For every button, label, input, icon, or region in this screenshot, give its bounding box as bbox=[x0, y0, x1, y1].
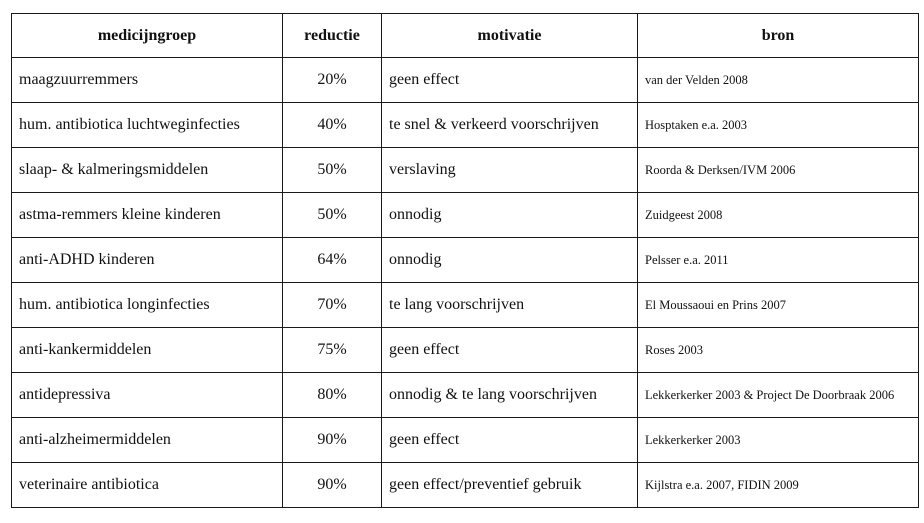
cell-reductie: 90% bbox=[283, 418, 382, 463]
cell-bron: Kijlstra e.a. 2007, FIDIN 2009 bbox=[638, 463, 919, 508]
cell-reductie: 75% bbox=[283, 328, 382, 373]
cell-bron: Roorda & Derksen/IVM 2006 bbox=[638, 148, 919, 193]
cell-medicijngroep: veterinaire antibiotica bbox=[12, 463, 283, 508]
table-row bbox=[12, 148, 919, 193]
table-row bbox=[12, 103, 919, 148]
cell-medicijngroep: slaap- & kalmeringsmiddelen bbox=[12, 148, 283, 193]
cell-medicijngroep: astma-remmers kleine kinderen bbox=[12, 193, 283, 238]
cell-medicijngroep: maagzuurremmers bbox=[12, 58, 283, 103]
cell-reductie: 20% bbox=[283, 58, 382, 103]
cell-motivatie: geen effect bbox=[382, 418, 638, 463]
medication-reduction-table bbox=[11, 13, 919, 508]
header-reductie: reductie bbox=[283, 14, 382, 58]
table-row bbox=[12, 418, 919, 463]
cell-motivatie: geen effect/preventief gebruik bbox=[382, 463, 638, 508]
cell-bron: Zuidgeest 2008 bbox=[638, 193, 919, 238]
cell-reductie: 50% bbox=[283, 148, 382, 193]
cell-motivatie: geen effect bbox=[382, 58, 638, 103]
table-row bbox=[12, 238, 919, 283]
table-row bbox=[12, 463, 919, 508]
cell-reductie: 64% bbox=[283, 238, 382, 283]
cell-medicijngroep: anti-ADHD kinderen bbox=[12, 238, 283, 283]
cell-bron: van der Velden 2008 bbox=[638, 58, 919, 103]
cell-medicijngroep: hum. antibiotica luchtweginfecties bbox=[12, 103, 283, 148]
table-row bbox=[12, 283, 919, 328]
cell-motivatie: onnodig bbox=[382, 238, 638, 283]
cell-motivatie: verslaving bbox=[382, 148, 638, 193]
cell-bron: El Moussaoui en Prins 2007 bbox=[638, 283, 919, 328]
cell-medicijngroep: hum. antibiotica longinfecties bbox=[12, 283, 283, 328]
cell-bron: Pelsser e.a. 2011 bbox=[638, 238, 919, 283]
cell-motivatie: onnodig bbox=[382, 193, 638, 238]
cell-reductie: 40% bbox=[283, 103, 382, 148]
cell-reductie: 80% bbox=[283, 373, 382, 418]
cell-medicijngroep: anti-kankermiddelen bbox=[12, 328, 283, 373]
cell-medicijngroep: antidepressiva bbox=[12, 373, 283, 418]
cell-motivatie: geen effect bbox=[382, 328, 638, 373]
table-row bbox=[12, 58, 919, 103]
cell-bron: Hosptaken e.a. 2003 bbox=[638, 103, 919, 148]
header-motivatie: motivatie bbox=[382, 14, 638, 58]
table-header-row bbox=[12, 14, 919, 58]
header-bron: bron bbox=[638, 14, 919, 58]
cell-bron: Lekkerkerker 2003 bbox=[638, 418, 919, 463]
cell-bron: Lekkerkerker 2003 & Project De Doorbraak 2006 bbox=[638, 373, 919, 418]
cell-reductie: 50% bbox=[283, 193, 382, 238]
header-medicijngroep: medicijngroep bbox=[12, 14, 283, 58]
cell-motivatie: te snel & verkeerd voorschrijven bbox=[382, 103, 638, 148]
cell-bron: Roses 2003 bbox=[638, 328, 919, 373]
table-row bbox=[12, 193, 919, 238]
cell-motivatie: onnodig & te lang voorschrijven bbox=[382, 373, 638, 418]
table-row bbox=[12, 328, 919, 373]
cell-reductie: 90% bbox=[283, 463, 382, 508]
cell-reductie: 70% bbox=[283, 283, 382, 328]
table-row bbox=[12, 373, 919, 418]
cell-medicijngroep: anti-alzheimermiddelen bbox=[12, 418, 283, 463]
cell-motivatie: te lang voorschrijven bbox=[382, 283, 638, 328]
